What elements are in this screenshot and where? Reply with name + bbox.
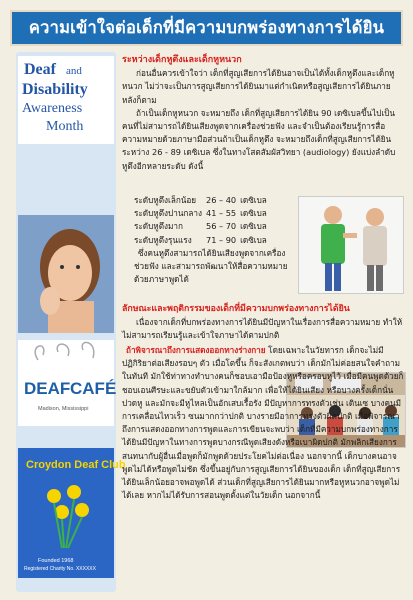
svg-text:Month: Month [46,119,84,134]
section2-paragraph1: เนื่องจากเด็กที่บกพร่องทางการได้ยินมีปัญหาในเรื่องการสื่อความหมาย ทำให้ไม่สามารถเรียนรู้และเข้าใจภาษาได้ตามปกติ [122,317,403,341]
svg-text:Deaf: Deaf [24,61,56,78]
signing-people-graphic [299,197,403,293]
level-name: ระดับหูตึงปานกลาง [134,208,202,219]
section1-paragraph1: ก่อนอื่นควรเข้าใจว่า เด็กที่สูญเสียการได้ยินอาจเป็นได้ทั้งเด็กหูตึงและเด็กหูหนวก ไม่ว่าจะเป็นการสูญเสียการได้ยินมาแต่กำเนิดหรือสูญเสียการได้ยินภายหลังก็ตาม [122,68,395,105]
deaf-awareness-month-image [18,56,114,144]
table-row [134,207,271,220]
page-title: ความเข้าใจต่อเด็กที่มีความบกพร่องทางการได้ยิน [28,18,385,37]
level-range: 56 – 70 [205,221,237,232]
section2-intro [122,303,405,343]
level-range: 26 – 40 [205,195,237,205]
svg-text:CAFÉ: CAFÉ [70,379,117,398]
child-photo-graphic [18,215,114,333]
hearing-levels-table [134,194,271,247]
table-row [134,220,271,233]
svg-text:Croydon Deaf Club: Croydon Deaf Club [26,459,126,471]
deaf-awareness-month-graphic [18,56,114,144]
level-name: ระดับหูตึงมาก [134,221,183,232]
level-unit: เดซิเบล [240,195,267,205]
section1-heading: ระหว่างเด็กหูตึงและเด็กหูหนวก [122,55,242,65]
section2-body [122,344,405,502]
level-name: ระดับหูตึงเล็กน้อย [134,195,197,205]
section1-intro [122,54,405,173]
section2-paragraph2 [122,344,405,502]
table-row [134,234,271,247]
svg-text:Madison, Mississippi: Madison, Mississippi [38,406,89,412]
deaf-cafe-graphic [18,340,117,426]
svg-text:and: and [66,65,82,77]
svg-text:Disability: Disability [22,81,88,98]
level-unit: เดซิเบล [240,208,267,219]
svg-text:Founded 1968: Founded 1968 [38,558,74,564]
table-row [134,194,271,207]
level-range: 41 – 55 [205,208,237,219]
section2-subheading: ถ้าพิจารณาถึงการแสดงออกทางร่างกาย [126,345,266,355]
child-signing-photo [18,215,114,333]
level-name: ระดับหูตึงรุนแรง [134,234,192,245]
croydon-deaf-club-logo [18,448,126,578]
section1-paragraph2: ถ้าเป็นเด็กหูหนวก จะหมายถึง เด็กที่สูญเสียการได้ยิน 90 เดซิเบลขึ้นไปเป็นคนที่ไม่สามารถได้ยินเสียงพูดจากเครื่องช่วยฟัง และจำเป็นต้องเรียนรู้การสื่อความหมายด้วยภาษามือส่วนถ้าเป็นเด็กหูตึง จะหมายถึงเด็กที่สูญเสียการได้ยินระหว่าง 26 - 89 เดซิเบล ซึ่งในทางโสตสัมผัสวิทยา (audiology) ยังแบ่งลำดับหูตึงอีกหลายระดับ ดังนี้ [122,107,396,171]
level-range: 71 – 90 [205,234,237,245]
signing-people-photo [298,196,404,294]
section2-heading: ลักษณะและพฤติกรรมของเด็กที่มีความบกพร่องทางการได้ยิน [122,304,350,314]
croydon-graphic [18,448,126,578]
hearing-levels [134,194,294,286]
svg-text:Registered Charity No. XXXXXX: Registered Charity No. XXXXXX [24,566,96,572]
title-bar [10,10,403,46]
deaf-cafe-logo [18,340,117,426]
svg-text:Awareness: Awareness [22,101,83,116]
level-unit: เดซิเบล [240,234,267,245]
section2-body-text: โดยเฉพาะในวัยทารก เด็กจะไม่มีปฏิกิริยาต่อเสียงรอบๆ ตัว เมื่อโตขึ้น ก็จะสังเกตพบว่า เด็กมักไม่ค่อยสนใจคำถามในทันที มักใช้ท่าทางทำบางคนก็ชอบเอามือป้องหูหรือครอบหูไว้ เมื่อมีคนพูดด้วยก็ชอบเอนศีรษะและขยับตัวเข้ามาใกล้มาก เพื่อให้ได้ยินเสียง หรือบางครั้งเด็กนั่นปวดหู และมักจะมีหูไหลเป็นอักเสบเรื้อรัง มีปัญหาการทรงตัวเช่น เดินเซ บางคนมีการเคลื่อนไหวเร็ว ซนมากกว่าปกติ บางรายมีอาการทรงตัวผิดปกติ เมื่อพิจารณาถึงการแสดงออกทางการพูดและการเขียนจะพบว่า เด็กที่มีความบกพร่องทางการได้ยินมีปัญหาในทางการพูดบางกรณีพูดเสียงดังหรือเบาผิดปกติ มักพลิกเสียงการสนทนากับผู้อื่นเมื่อพูดก็มักพูดด้วยประโยคไม่ต่อเนื่อง นอกจากนี้ เด็กบางคนอาจพูดไม่ได้หรือพูดไม่ชัด ซึ่งขึ้นอยู่กับการสูญเสียการได้ยินของเด็ก เด็กที่สูญเสียการได้ยินเล็กน้อยอาจพอพูดได้ ส่วนเด็กที่สูญเสียการได้ยินมากหรือหูหนวกอาจพูดไม่ได้เลย หากไม่ได้รับการสอนพูดตั้งแต่ในวัยเด็ก นอกจากนี้ [122,345,404,501]
level-unit: เดซิเบล [240,221,267,232]
svg-text:DEAF: DEAF [24,379,71,398]
section1-paragraph3: ซึ่งคนหูตึงสามารถได้ยินเสียงพูดจากเครื่องช่วยฟัง และสามารถพัฒนาให้สื่อความหมายด้วยภาษาพูดได้ [134,247,288,285]
